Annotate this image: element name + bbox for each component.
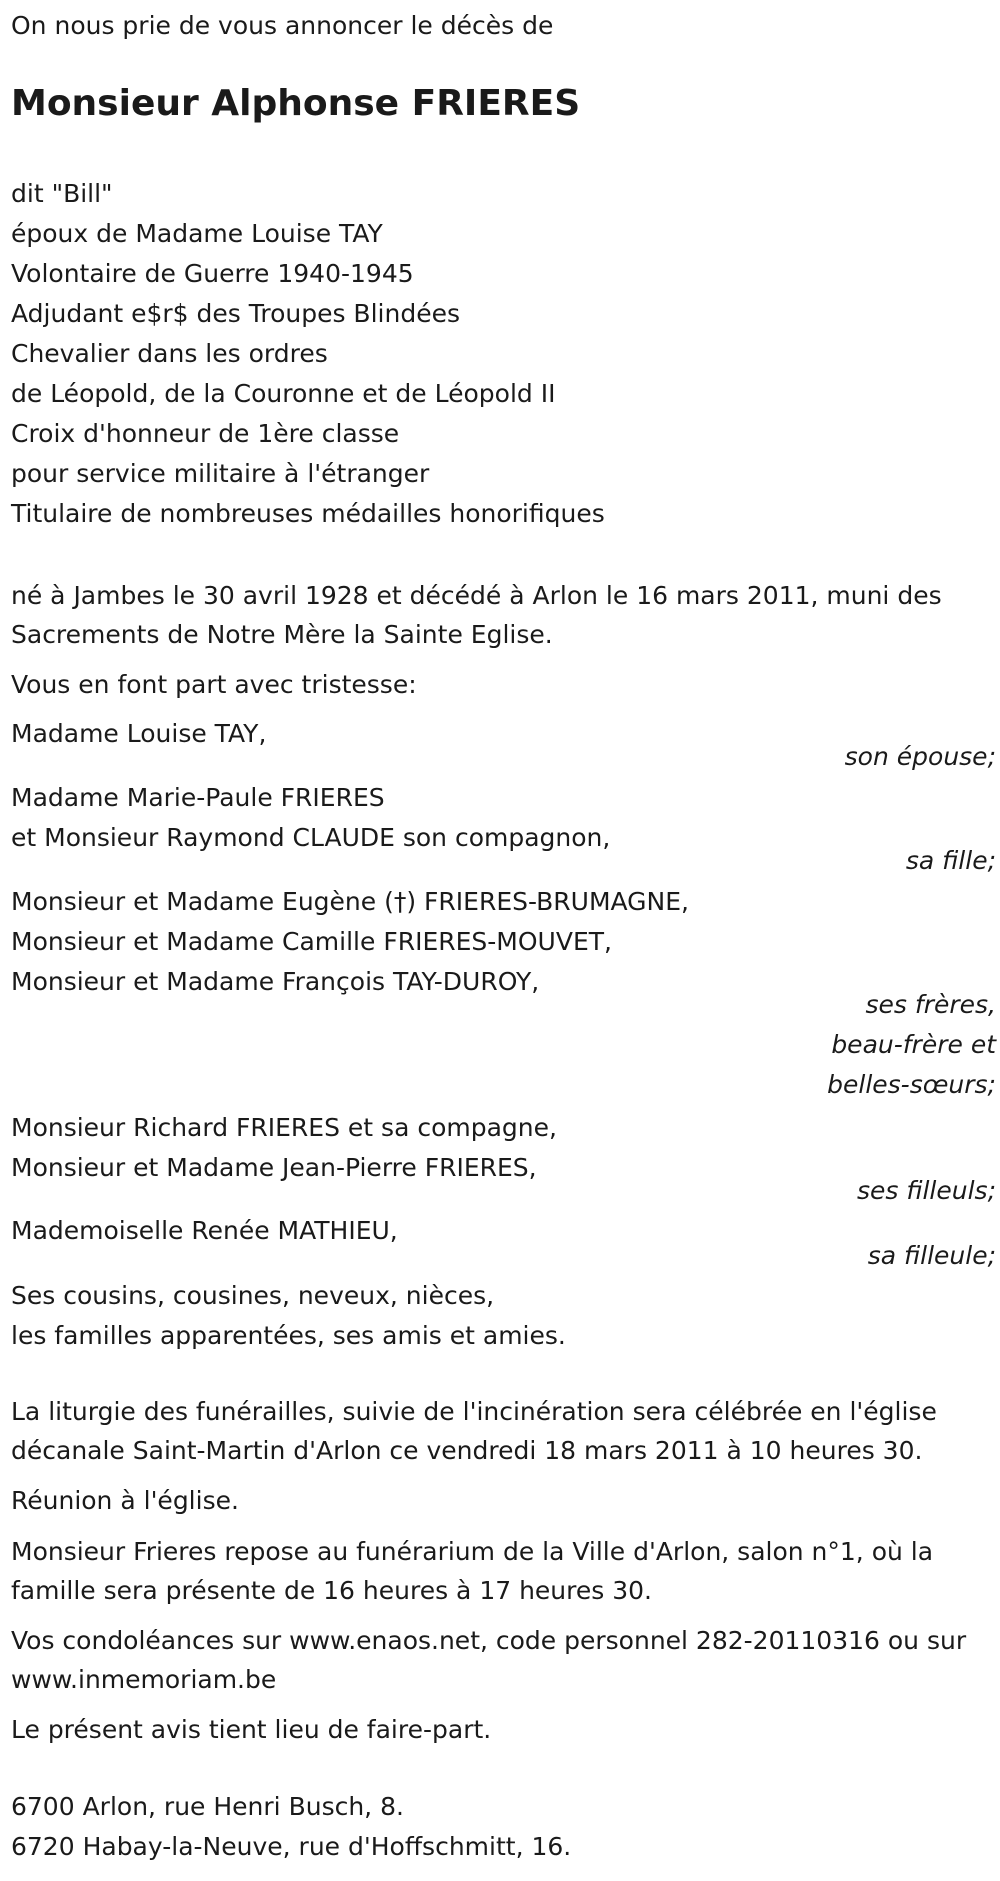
title-line: époux de Madame Louise TAY: [11, 219, 383, 248]
family-group-extended: [11, 1276, 566, 1356]
family-group-daughter: [11, 778, 610, 858]
family-name: Mademoiselle Renée MATHIEU,: [11, 1216, 398, 1245]
family-group-goddaughter: [11, 1211, 398, 1251]
intro-text: On nous prie de vous annoncer le décès de: [11, 11, 554, 40]
family-name: Monsieur et Madame Jean-Pierre FRIERES,: [11, 1153, 537, 1182]
announce-text: Vous en font part avec tristesse:: [11, 670, 417, 699]
family-relation: belles-sœurs;: [827, 1070, 996, 1099]
family-name: Monsieur et Madame François TAY-DUROY,: [11, 967, 540, 996]
rest-text: Monsieur Frieres repose au funérarium de la Ville d'Arlon, salon n°1, où la famille sera présente de 16 heures à 17 heures 30.: [11, 1537, 934, 1605]
funeral-text: La liturgie des funérailles, suivie de l'incinération sera célébrée en l'église décanale Saint-Martin d'Arlon ce vendredi 18 mars 2011 à 10 heures 30.: [11, 1397, 937, 1465]
family-name: Monsieur et Madame Camille FRIERES-MOUVET,: [11, 927, 612, 956]
family-name: Ses cousins, cousines, neveux, nièces,: [11, 1281, 495, 1310]
family-relation: son épouse;: [844, 742, 996, 771]
title-line: Croix d'honneur de 1ère classe: [11, 419, 400, 448]
address-line: 6720 Habay-la-Neuve, rue d'Hoffschmitt, 16.: [11, 1832, 572, 1861]
title-line: Adjudant e$r$ des Troupes Blindées: [11, 299, 460, 328]
family-relation: ses frères,: [865, 990, 996, 1019]
family-name: Madame Marie-Paule FRIERES: [11, 783, 385, 812]
address-line: 6700 Arlon, rue Henri Busch, 8.: [11, 1792, 404, 1821]
family-relation: beau-frère et: [831, 1030, 996, 1059]
family-name: les familles apparentées, ses amis et amies.: [11, 1321, 566, 1350]
family-name: Madame Louise TAY,: [11, 719, 267, 748]
title-line: pour service militaire à l'étranger: [11, 459, 430, 488]
title-line: Chevalier dans les ordres: [11, 339, 328, 368]
condolences-text: Vos condoléances sur www.enaos.net, code personnel 282-20110316 ou sur www.inmemoriam.be: [11, 1626, 967, 1694]
birth-death-text: né à Jambes le 30 avril 1928 et décédé à Arlon le 16 mars 2011, muni des Sacrements de Notre Mère la Sainte Eglise.: [11, 581, 942, 649]
family-relation-multi: [827, 985, 996, 1105]
family-name: Monsieur Richard FRIERES et sa compagne,: [11, 1113, 557, 1142]
title-line: Titulaire de nombreuses médailles honorifiques: [11, 499, 605, 528]
meeting-text: Réunion à l'église.: [11, 1486, 239, 1515]
family-relation: sa fille;: [905, 846, 996, 875]
title-line: de Léopold, de la Couronne et de Léopold II: [11, 379, 556, 408]
family-group-siblings: [11, 882, 689, 1002]
family-group-spouse: [11, 714, 266, 754]
notice-text: Le présent avis tient lieu de faire-part.: [11, 1715, 492, 1744]
deceased-name: Monsieur Alphonse FRIERES: [11, 83, 581, 124]
family-group-godchildren: [11, 1108, 557, 1188]
family-name: et Monsieur Raymond CLAUDE son compagnon,: [11, 823, 611, 852]
title-line: dit "Bill": [11, 179, 113, 208]
titles-list: [11, 174, 605, 534]
family-relation: ses filleuls;: [856, 1176, 996, 1205]
title-line: Volontaire de Guerre 1940-1945: [11, 259, 414, 288]
addresses: [11, 1787, 571, 1867]
family-relation: sa filleule;: [867, 1241, 996, 1270]
family-name: Monsieur et Madame Eugène (†) FRIERES-BRUMAGNE,: [11, 887, 689, 916]
